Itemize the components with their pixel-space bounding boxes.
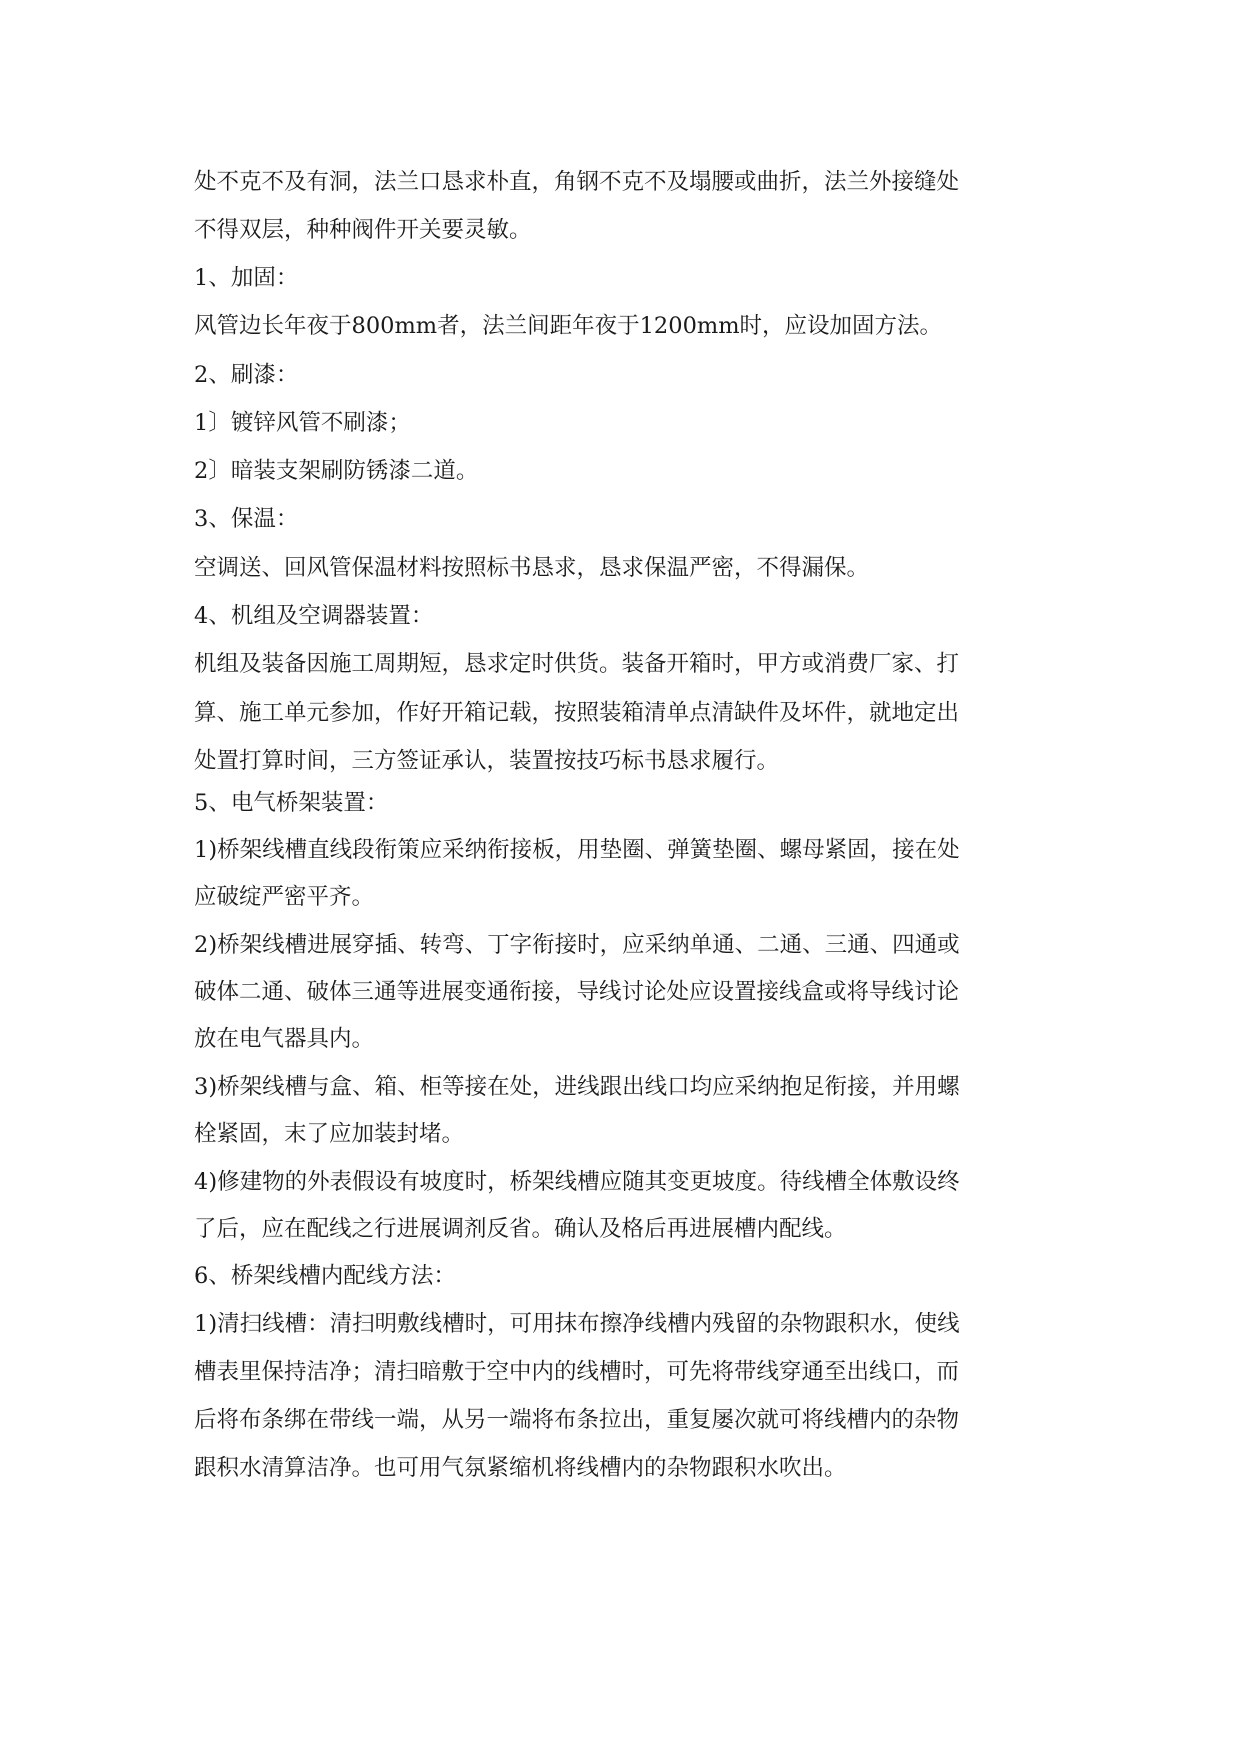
section-heading-reinforcement: 1、加固： xyxy=(194,265,299,291)
text-line: 处不克不及有洞，法兰口恳求朴直，角钢不克不及塌腰或曲折，法兰外接缝处 xyxy=(194,169,960,195)
list-item: 3)桥架线槽与盒、箱、柜等接在处，进线跟出线口均应采纳抱足衔接，并用螺 xyxy=(194,1074,960,1100)
list-item: 1)清扫线槽：清扫明敷线槽时，可用抹布擦净线槽内残留的杂物跟积水，使线 xyxy=(194,1311,960,1337)
text-line: 算、施工单元参加，作好开箱记载，按照装箱清单点清缺件及坏件，就地定出 xyxy=(194,700,960,726)
list-item: 4)修建物的外表假设有坡度时，桥架线槽应随其变更坡度。待线槽全体敷设终 xyxy=(194,1169,960,1195)
section-heading-wiring-method: 6、桥架线槽内配线方法： xyxy=(194,1263,456,1289)
text-line: 栓紧固，末了应加装封堵。 xyxy=(194,1121,465,1147)
text-line: 不得双层，种种阀件开关要灵敏。 xyxy=(194,217,532,243)
section-heading-unit-installation: 4、机组及空调器装置： xyxy=(194,603,434,629)
text-line: 了后，应在配线之行进展调剂反省。确认及格后再进展槽内配线。 xyxy=(194,1216,847,1242)
list-item: 2〕暗装支架刷防锈漆二道。 xyxy=(194,458,479,484)
text-line: 空调送、回风管保温材料按照标书恳求，恳求保温严密，不得漏保。 xyxy=(194,555,870,581)
list-item: 1〕镀锌风管不刷漆； xyxy=(194,410,411,436)
text-line: 跟积水清算洁净。也可用气氛紧缩机将线槽内的杂物跟积水吹出。 xyxy=(194,1455,847,1481)
text-line: 破体二通、破体三通等进展变通衔接，导线讨论处应设置接线盒或将导线讨论 xyxy=(194,979,960,1005)
text-line: 机组及装备因施工周期短，恳求定时供货。装备开箱时，甲方或消费厂家、打 xyxy=(194,651,960,677)
list-item: 1)桥架线槽直线段衔策应采纳衔接板，用垫圈、弹簧垫圈、螺母紧固，接在处 xyxy=(194,837,960,863)
text-line: 槽表里保持洁净；清扫暗敷于空中内的线槽时，可先将带线穿通至出线口，而 xyxy=(194,1359,960,1385)
list-item: 2)桥架线槽进展穿插、转弯、丁字衔接时，应采纳单通、二通、三通、四通或 xyxy=(194,932,960,958)
section-heading-painting: 2、刷漆： xyxy=(194,362,299,388)
text-line: 处置打算时间，三方签证承认，装置按技巧标书恳求履行。 xyxy=(194,748,780,774)
text-line: 风管边长年夜于800mm者，法兰间距年夜于1200mm时，应设加固方法。 xyxy=(194,313,943,339)
text-line: 应破绽严密平齐。 xyxy=(194,884,375,910)
text-line: 后将布条绑在带线一端，从另一端将布条拉出，重复屡次就可将线槽内的杂物 xyxy=(194,1407,960,1433)
text-line: 放在电气器具内。 xyxy=(194,1026,375,1052)
section-heading-cable-tray: 5、电气桥架装置： xyxy=(194,790,389,816)
section-heading-insulation: 3、保温： xyxy=(194,506,299,532)
